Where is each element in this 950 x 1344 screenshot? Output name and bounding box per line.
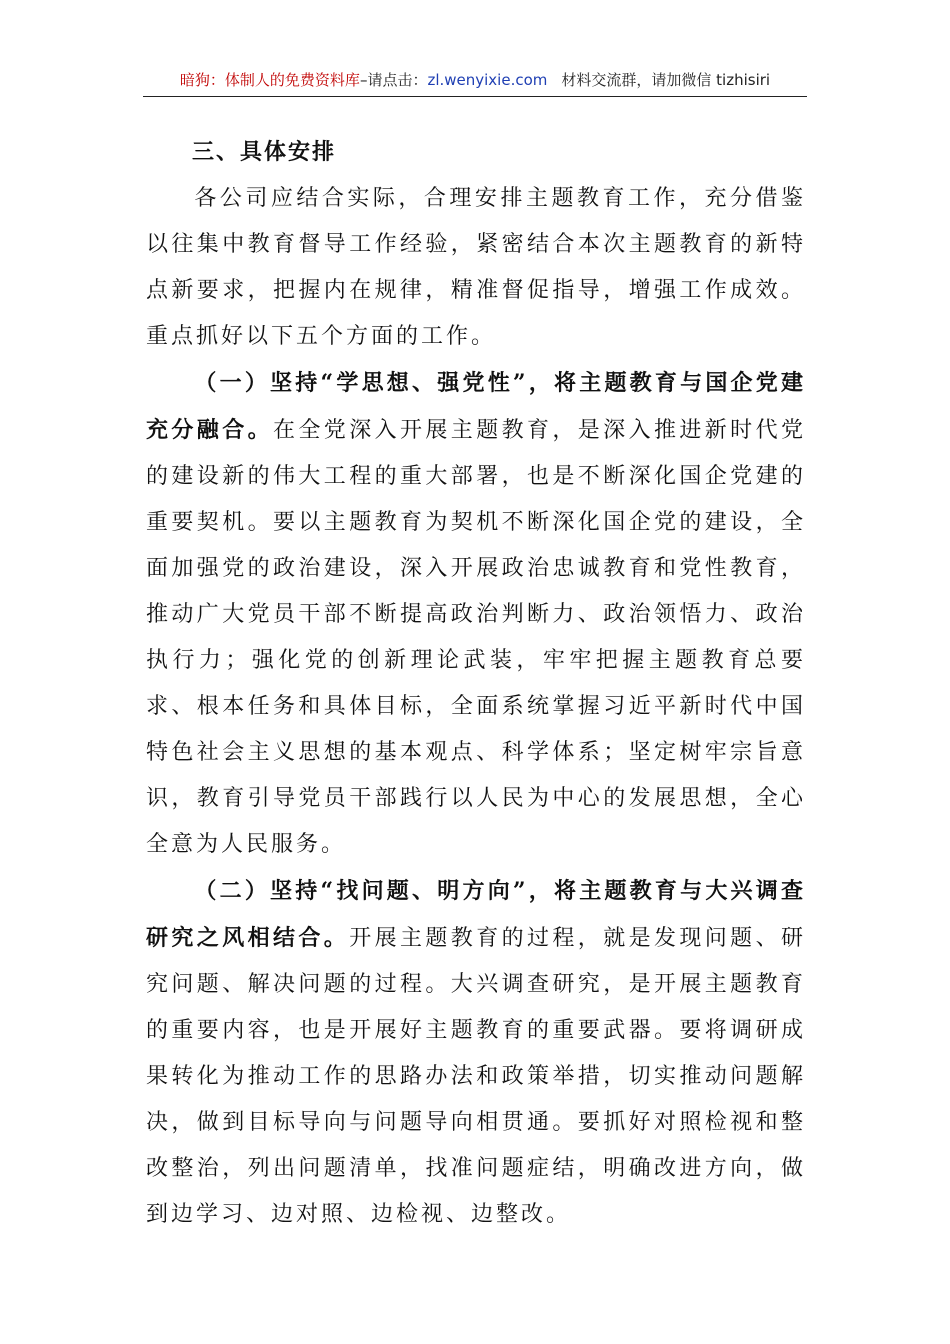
item-body-1: 在全党深入开展主题教育，是深入推进新时代党的建设新的伟大工程的重大部署，也是不断深化国企党建的重要契机。要以主题教育为契机不断深化国企党的建设，全面加强党的政治建设，深入开展政治忠诚教育和党性教育，推动广大党员干部不断提高政治判断力、政治领悟力、政治执行力；强化党的创新理论武装，牢牢把握主题教育总要求、根本任务和具体目标，全面系统掌握习近平新时代中国特色社会主义思想的基本观点、科学体系；坚定树牢宗旨意识，教育引导党员干部践行以人民为中心的发展思想，全心全意为人民服务。: [146, 418, 806, 857]
item-paragraph-2: [146, 868, 806, 1238]
header-wechat-note: 材料交流群，请加微信 tizhisiri: [561, 71, 771, 89]
header-click-prompt: –请点击：: [359, 71, 428, 89]
item-lead-2: （二）坚持“找问题、明方向”，将主题教育与大兴调查研究之风相结合。: [146, 878, 806, 951]
intro-paragraph: 各公司应结合实际，合理安排主题教育工作，充分借鉴以往集中教育督导工作经验，紧密结合本次主题教育的新特点新要求，把握内在规律，精准督促指导，增强工作成效。重点抓好以下五个方面的工作。: [146, 186, 806, 349]
item-body-2: 开展主题教育的过程，就是发现问题、研究问题、解决问题的过程。大兴调查研究，是开展主题教育的重要内容，也是开展好主题教育的重要武器。要将调研成果转化为推动工作的思路办法和政策举措，切实推动问题解决，做到目标导向与问题导向相贯通。要抓好对照检视和整改整治，列出问题清单，找准问题症结，明确改进方向，做到边学习、边对照、边检视、边整改。: [146, 926, 806, 1227]
item-paragraph-1: [146, 360, 806, 868]
header-brand: 暗狗：体制人的免费资料库: [179, 71, 360, 89]
document-body: [146, 130, 806, 1238]
section-heading: 三、具体安排: [192, 140, 337, 165]
header-url-link[interactable]: zl.wenyixie.com: [427, 71, 548, 89]
item-lead-1: （一）坚持“学思想、强党性”，将主题教育与国企党建充分融合。: [146, 370, 806, 443]
header-banner: [143, 66, 807, 97]
